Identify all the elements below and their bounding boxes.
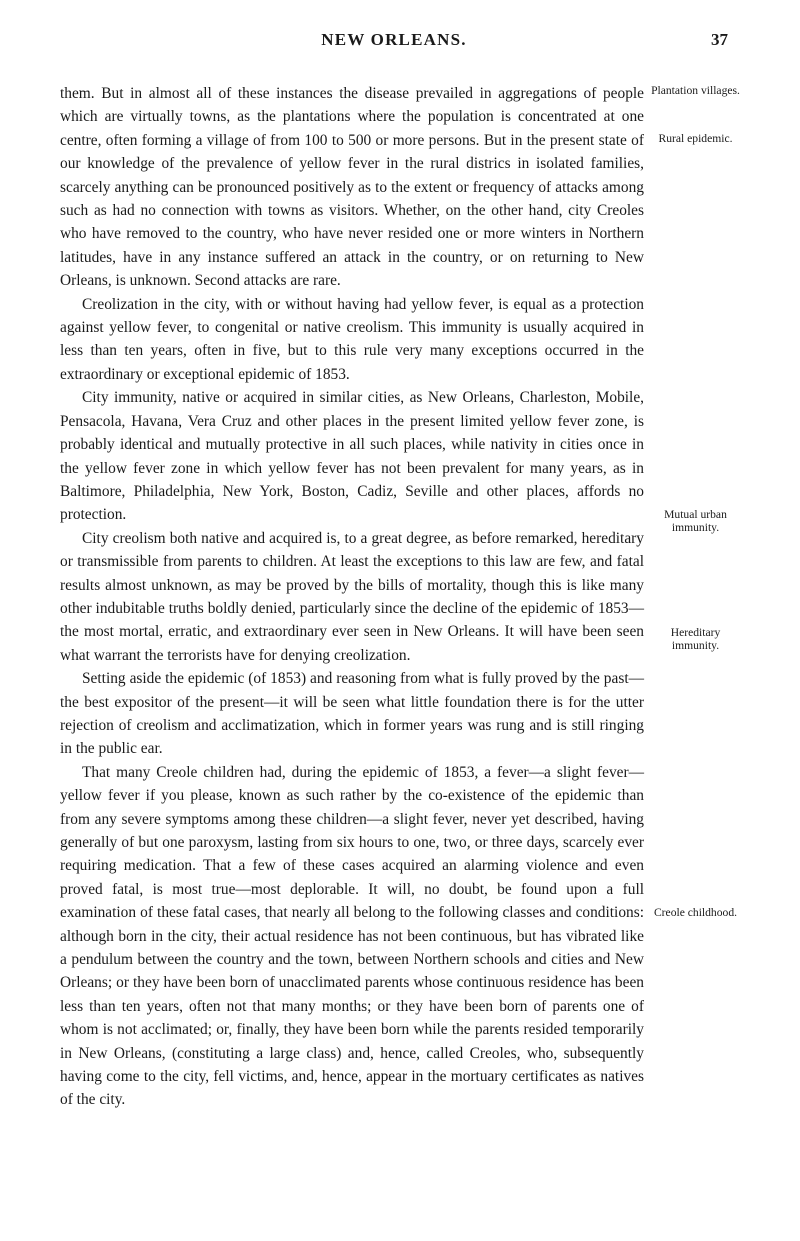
margin-note-creole-childhood: Creole childhood.: [653, 906, 738, 919]
margin-note-mutual-urban-immunity: Mutual urban immunity.: [664, 508, 727, 534]
margin-note-plantation-villages: Plantation villages.: [651, 84, 740, 97]
running-head: [60, 30, 728, 54]
paragraph-6: That many Creole children had, during the epidemic of 1853, a fever—a slight fever—yellow fever if you please, known as such rather by the co-existence of the epidemic than from any severe symptoms among these children—a slight fever, never yet described, having generally of but one paroxysm, lasting from six hours to one, two, or three days, scarcely ever requiring medication. That a few of these cases acquired an alarming violence and even proved fatal, is most true—most deplorable. It will, no doubt, be found upon a full examination of these fatal cases, that nearly all belong to the following classes and conditions: although born in the city, their actual residence has not been continuous, but has vibrated like a pendulum between the country and the town, between Northern schools and cities and New Orleans; or they have been born of unacclimated parents whose continuous residence has been less than ten years, often not that many months; or they have been born of parents one of whom is not acclimated; or, finally, they have been born while the parents resided temporarily in New Orleans, (constituting a large class) and, hence, called Creoles, who, subsequently having come to the city, fell victims, and, hence, appear in the mortuary certificates as natives of the city.: [60, 763, 644, 1109]
paragraph-2: Creolization in the city, with or without having had yellow fever, is equal as a protection against yellow fever, to congenital or native creolism. This immunity is usually acquired in less than ten years, often in five, but to this rule very many exceptions occurred in the extraordinary or exceptional epidemic of 1853.: [60, 295, 644, 383]
body-text: [60, 82, 644, 1112]
margin-note-hereditary-immunity: Hereditary immunity.: [670, 626, 721, 652]
page-number: 37: [711, 30, 728, 49]
margin-note-rural-epidemic: Rural epidemic.: [658, 132, 733, 145]
paragraph-1: them. But in almost all of these instances the disease prevailed in aggregations of people which are virtually towns, as the plantations where the population is concentrated at one centre, often forming a village of from 100 to 500 or more persons. But in the present state of our knowledge of the prevalence of yellow fever in the rural districs in isolated families, scarcely anything can be pronounced positively as to the extent or frequency of attacks among such as had no connection with towns as visitors. Whether, on the other hand, city Creoles who have removed to the country, who have never resided one or more winters in Northern latitudes, have in any instance suffered an attack in the country, or on returning to New Orleans, is unknown. Second attacks are rare.: [60, 85, 644, 290]
paragraph-5: Setting aside the epidemic (of 1853) and reasoning from what is fully proved by the past—the best expositor of the present—it will be seen what little foundation there is for the utter rejection of creolism and acclimatization, which in former years was rung and is still ringing in the public ear.: [60, 670, 644, 758]
paragraph-4: City creolism both native and acquired is, to a great degree, as before remarked, hereditary or transmissible from parents to children. At least the exceptions to this law are few, and fatal results almost unknown, as may be proved by the bills of mortality, though this is like many other indubitable truths boldly denied, particularly since the decline of the epidemic of 1853—the most mortal, erratic, and extraordinary ever seen in New Orleans. It will have been seen what warrant the terrorists have for denying creolization.: [60, 529, 644, 664]
running-title: NEW ORLEANS.: [321, 30, 467, 49]
paragraph-3: City immunity, native or acquired in similar cities, as New Orleans, Charleston, Mobile, Pensacola, Havana, Vera Cruz and other places in the present limited yellow fever zone, is probably identical and mutually protective in all such places, while nativity in cities once in the yellow fever zone in which yellow fever has not been prevalent for many years, as in Baltimore, Philadelphia, New York, Boston, Cadiz, Seville and other places, affords no protection.: [60, 389, 644, 524]
